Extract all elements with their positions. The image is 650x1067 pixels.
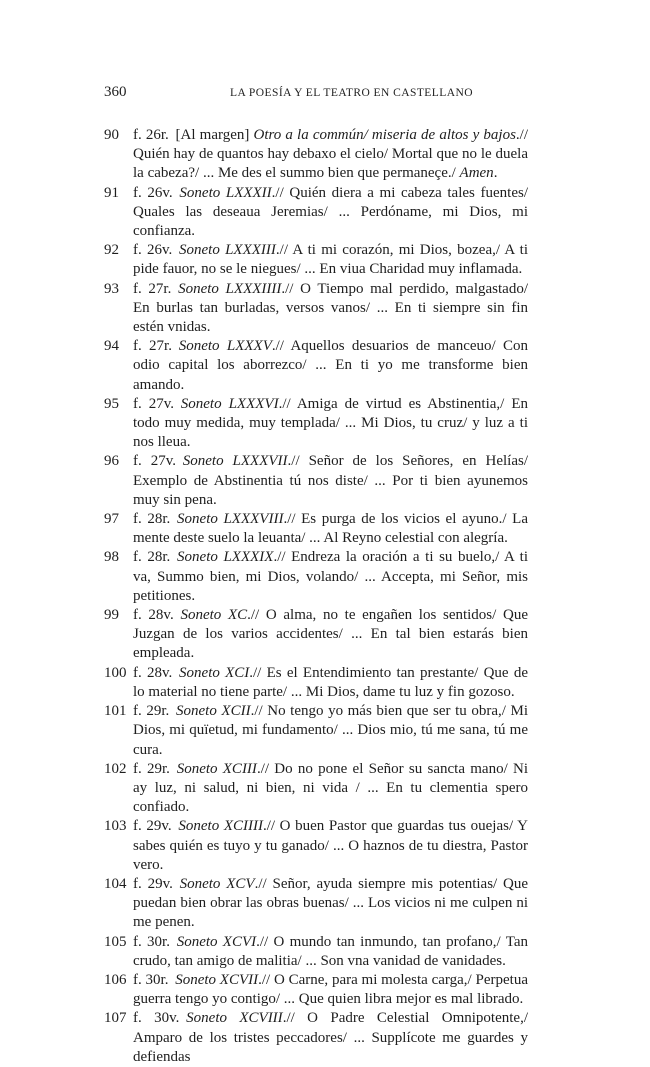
- entry-107: [104, 1009, 528, 1067]
- incipit-explicit: .// Es purga de los vicios el ayuno./ La mente deste suelo la leuanta/ ... Al Reyno celestial con alegría.: [133, 511, 528, 547]
- entry-number: 104: [104, 875, 127, 892]
- incipit-explicit: .// Quién diera a mi cabeza tales fuentes/ Quales las deseaua Jeremias/ ... Perdóname, mi Dios, mi confianza.: [133, 184, 528, 240]
- entry-number: 92: [104, 242, 119, 259]
- entry-number: 90: [104, 127, 119, 143]
- poem-title: Soneto LXXXIIII: [178, 280, 282, 297]
- poem-title: Soneto LXXXIII: [179, 242, 276, 259]
- running-title: LA POESÍA Y EL TEATRO EN CASTELLANO: [230, 87, 473, 99]
- entry-90: [104, 126, 528, 184]
- entry-number: 105: [104, 933, 127, 950]
- poem-title: Soneto XCVIII: [186, 1010, 283, 1027]
- entry-98: [104, 548, 528, 606]
- entry-101: [104, 702, 528, 760]
- folio-reference: f. 29v.: [133, 818, 172, 835]
- entry-number: 101: [104, 703, 127, 720]
- poem-title: Soneto XCVI: [176, 933, 257, 950]
- entry-number: 100: [104, 664, 127, 681]
- page-number: 360: [104, 84, 127, 100]
- poem-title: Soneto XC: [180, 607, 248, 624]
- incipit-explicit: .// O Carne, para mi molesta carga,/ Perpetua guerra tengo yo contigo/ ... Que quien libra mejor es mal librado.: [133, 971, 528, 1008]
- incipit-explicit: .// Es el Entendimiento tan prestante/ Que de lo material no tiene parte/ ... Mi Dios, dame tu luz y fin gozoso.: [133, 664, 528, 700]
- incipit-explicit: .// O Tiempo mal perdido, malgastado/ En burlas tan burladas, versos vanos/ ... En ti siempre sin fin estén vnidas.: [133, 280, 528, 336]
- incipit-explicit: .// Señor de los Señores, en Helías/ Exemplo de Abstinentia tú nos diste/ ... Por ti bien ayunemos muy sin pena.: [133, 453, 528, 508]
- incipit-explicit: .// Endreza la oración a ti su buelo,/ A ti va, Summo bien, mi Dios, volando/ ... Accepta, mi Señor, mis petitiones.: [133, 549, 528, 604]
- entry-100: [104, 664, 528, 702]
- folio-reference: f. 28r.: [133, 511, 171, 528]
- entry-number: 91: [104, 184, 119, 201]
- incipit-explicit: .// O alma, no te engañen los sentidos/ Que Juzgan de los varios accidentes/ ... En tal bien estarás bien empleada.: [133, 607, 528, 662]
- poem-title: Soneto LXXXII: [179, 184, 272, 201]
- entry-number: 99: [104, 607, 119, 624]
- folio-reference: f. 29v.: [133, 875, 173, 892]
- folio-reference: f. 28v.: [133, 664, 173, 681]
- margin-note: [Al margen]: [175, 127, 254, 143]
- poem-title: Soneto LXXXVIII: [177, 511, 284, 528]
- incipit-explicit: .// O mundo tan inmundo, tan profano,/ Tan crudo, tan amigo de malitia/ ... Son vna vanidad de vanidades.: [133, 933, 528, 969]
- running-head: [104, 82, 528, 102]
- poem-title: Soneto XCVII: [175, 971, 259, 988]
- incipit-explicit: .// Amiga de virtud es Abstinentia,/ En todo muy medida, muy templada/ ... Mi Dios, tu cruz/ y luz a ti nos lleua.: [133, 395, 528, 451]
- entry-102: [104, 760, 528, 818]
- folio-reference: f. 27r.: [133, 280, 172, 297]
- poem-title: Soneto LXXXV: [178, 338, 272, 355]
- entry-number: 98: [104, 549, 119, 566]
- poem-title: Soneto LXXXVI: [180, 395, 279, 412]
- entry-number: 93: [104, 280, 119, 297]
- poem-title: Soneto LXXXVII: [182, 453, 288, 470]
- folio-reference: f. 27v.: [133, 453, 176, 470]
- entry-number: 94: [104, 338, 119, 355]
- folio-reference: f. 30v.: [133, 1010, 180, 1027]
- folio-reference: f. 29r.: [133, 703, 170, 720]
- incipit-explicit: .// Quién hay de quantos hay debaxo el cielo/ Mortal que no le duela la cabeza?/ ... Me des el summo bien que permaneçe./: [133, 127, 529, 182]
- folio-reference: f. 30r.: [133, 971, 169, 988]
- entry-number: 102: [104, 760, 127, 777]
- poem-title: Soneto XCIII: [176, 760, 257, 777]
- entry-104: [104, 875, 528, 933]
- entry-97: [104, 510, 528, 548]
- incipit-explicit: .// O Padre Celestial Omnipotente,/ Amparo de los tristes peccadores/ ... Supplícote me guardes y defiendas: [133, 1010, 528, 1065]
- poem-title: Soneto XCIIII: [178, 818, 263, 835]
- entry-number: 106: [104, 971, 127, 988]
- poem-title: Soneto LXXXIX: [177, 549, 274, 566]
- entry-number: 95: [104, 395, 119, 412]
- entry-96: [104, 452, 528, 510]
- incipit-explicit: .// No tengo yo más bien que ser tu obra,/ Mi Dios, mi quïetud, mi fundamento/ ... Dios mio, tú me sana, tú me cura.: [133, 703, 529, 758]
- entry-number: 107: [104, 1010, 127, 1027]
- entry-92: [104, 241, 528, 279]
- catalog-entries: [104, 126, 528, 1067]
- poem-title: Soneto XCV: [179, 875, 255, 892]
- incipit-explicit: .// Do no pone el Señor su sancta mano/ Ni ay luz, ni salud, ni bien, ni vida / ... En tu clementia spero confiado.: [133, 760, 528, 816]
- entry-number: 97: [104, 511, 119, 528]
- folio-reference: f. 30r.: [133, 933, 170, 950]
- folio-reference: f. 28v.: [133, 607, 174, 624]
- poem-title: Otro a la commún/ miseria de altos y bajos: [253, 127, 516, 143]
- entry-number: 103: [104, 818, 127, 835]
- entry-94: [104, 337, 528, 395]
- closing-word: Amen: [459, 165, 494, 182]
- folio-reference: f. 26v.: [133, 242, 173, 259]
- entry-93: [104, 280, 528, 338]
- incipit-explicit: .// O buen Pastor que guardas tus ouejas/ Y sabes quién es tuyo y tu ganado/ ... O haznos de tu diestra, Pastor vero.: [133, 818, 528, 873]
- closing-punctuation: .: [493, 165, 498, 182]
- folio-reference: f. 26v.: [133, 184, 173, 201]
- incipit-explicit: .// Aquellos desuarios de manceuo/ Con odio capital los aborrezco/ ... En ti yo me transforme bien amando.: [133, 338, 528, 393]
- entry-95: [104, 395, 528, 453]
- poem-title: Soneto XCI: [179, 664, 250, 681]
- folio-reference: f. 26r.: [133, 127, 169, 143]
- folio-reference: f. 29r.: [133, 760, 170, 777]
- entry-99: [104, 606, 528, 664]
- folio-reference: f. 27v.: [133, 395, 175, 412]
- entry-106: [104, 971, 528, 1009]
- entry-103: [104, 817, 528, 875]
- entry-91: [104, 184, 528, 242]
- entry-105: [104, 933, 528, 971]
- incipit-explicit: .// A ti mi corazón, mi Dios, bozea,/ A ti pide fauor, no se le niegues/ ... En viua Charidad muy inflamada.: [133, 242, 529, 278]
- incipit-explicit: .// Señor, ayuda siempre mis potentias/ Que puedan bien obrar las obras buenas/ ... Los vicios ni me culpen ni me penen.: [133, 875, 529, 931]
- poem-title: Soneto XCII: [176, 703, 251, 720]
- folio-reference: f. 27r.: [133, 338, 172, 355]
- entry-number: 96: [104, 453, 119, 470]
- folio-reference: f. 28r.: [133, 549, 171, 566]
